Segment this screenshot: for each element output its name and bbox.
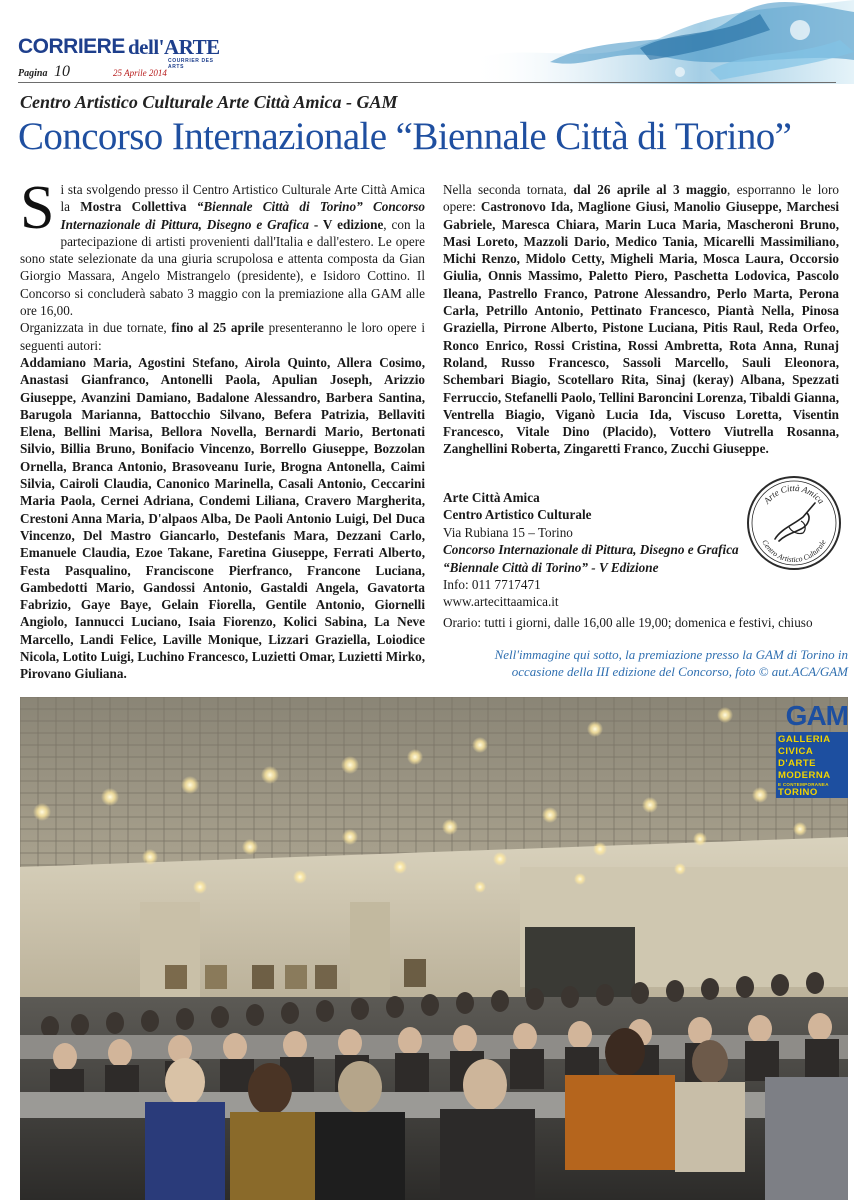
article-column-left <box>20 174 425 683</box>
gam-museum-logo <box>748 700 848 798</box>
round2-text-1: Nella seconda tornata, <box>443 182 574 197</box>
intro-bold-italic: “Biennale Città di Torino” Concorso Internazionale di Pittura, Disegno e Grafica <box>60 199 425 232</box>
gam-line-6: TORINO <box>778 787 818 798</box>
article-kicker: Centro Artistico Culturale Arte Città Amica - GAM <box>20 92 398 112</box>
issue-date: 25 Aprile 2014 <box>113 68 167 78</box>
contact-org: Centro Artistico Culturale <box>443 507 592 523</box>
arte-citta-amica-seal-logo <box>745 473 843 573</box>
contact-event-title: “Biennale Città di Torino” <box>443 559 588 575</box>
intro-text-1: i sta svolgendo presso il Centro Artistico Culturale Arte Città Amica la <box>60 182 425 215</box>
authors-round2-list: Castronovo Ida, Maglione Giusi, Manolio Giuseppe, Marchesi Gabriele, Maresca Chiara, Marin Luca Maria, Mascheroni Bruno, Masi Loreto, Mazzoli Dario, Medico Tania, Micarelli Massimiliano, Michi Renzo, Midolo Cetty, Migheli Maria, Mosca Laura, Occorsio Giulia, Onnis Massimo, Paletto Piero, Paschetta Lodovica, Pascolo Ileana, Pastrello Franco, Patrone Alessandro, Perlo Marta, Perona Carla, Petrillo Antonio, Pettinato Francesco, Piantà Nella, Pinosa Graziella, Pirrone Alberto, Pistone Luciana, Pitis Raul, Reda Orfeo, Ronco Enrico, Rossi Cristina, Rossi Ambretta, Rota Anna, Runaj Roland, Russo Francesco, Sassoli Marcello, Sauli Eleonora, Schembari Biagio, Scotellaro Rita, Sinaj (keray) Albana, Spezzati Ferruccio, Stefanelli Paolo, Tellini Baroncini Lorenza, Tibaldi Gianna, Ventrella Biagio, Viganò Lucia Ida, Viscuso Loretta, Visentin Francesco, Vitale Dino (Placido), Vottero Viutrella Rosanna, Zanghellini Roberta, Zingaretti Franco, Zucchi Giuseppe. <box>443 199 840 457</box>
logo-second-word: dell'ARTE <box>128 35 220 59</box>
contact-event: Concorso Internazionale di Pittura, Disegno e Grafica <box>443 542 739 558</box>
intro-bold-2: - V edizione <box>308 216 384 232</box>
drop-cap: S <box>20 174 55 242</box>
masthead <box>0 0 854 90</box>
round1-text-2: presenteranno le loro opere i seguenti autori: <box>20 320 425 353</box>
round1-paragraph <box>20 319 425 354</box>
contact-hours: Orario: tutti i giorni, dalle 16,00 alle 19,00; domenica e festivi, chiuso <box>443 614 813 630</box>
page-number: 10 <box>54 63 70 80</box>
round2-paragraph <box>443 181 839 458</box>
round1-dates: fino al 25 aprile <box>171 320 264 336</box>
gam-line-4: MODERNA <box>778 770 831 781</box>
round1-text-1: Organizzata in due tornate, <box>20 320 172 336</box>
contact-phone: Info: 011 7717471 <box>443 577 541 593</box>
authors-round1-list: Addamiano Maria, Agostini Stefano, Airola Quinto, Allera Cosimo, Anastasi Gianfranco, Antonelli Paola, Apulian Joseph, Arizzio Giuseppe, Avanzini Damiano, Badalone Alessandro, Barbera Santina, Barugola Marianna, Battocchio Silvano, Befera Patrizia, Bellaviti Elena, Bellini Marisa, Bellora Novella, Bernardi Mario, Bertonati Silvio, Billia Bruno, Bonifacio Vincenzo, Borrello Giuseppe, Bozzolan Ornella, Branca Antonio, Brasoveanu Iurie, Brogna Antonella, Caimi Silvia, Cairoli Claudia, Canonico Marinella, Casali Antonio, Ceccarini Maria Paola, Cernei Adriana, Condemi Liliana, Cravero Margherita, Crestoni Anna Maria, D'alpaos Alba, De Paoli Antonio Luigi, Del Duca Vincenzo, Del Mastro Giancarlo, Destefanis Mara, Dezzani Carlo, Emanuele Claudia, Ezoe Takane, Faretina Giuseppe, Ferrati Alberto, Festa Pasqualino, Franciscone Pierfranco, Francone Luciana, Gambedotti Mario, Gandossi Antonio, Gastaldi Angela, Gavatorta Fabrizio, Gaye Baye, Gelain Fiorella, Gentile Antonio, Giornelli Angiolo, Iannucci Luciano, Isaia Fiorenzo, Kolici Sabina, La Neve Marcello, Landi Felice, Laville Monique, Lizzari Graziella, Loiodice Nicola, Lotito Luigi, Luchino Francesco, Luzietti Omar, Luzietti Mirko, Pirovano Giuliana. <box>20 354 425 682</box>
contact-event-edition: - V Edizione <box>587 559 659 575</box>
award-ceremony-photo <box>20 697 848 1200</box>
gam-line-2: CIVICA <box>778 746 814 757</box>
gam-title: GAM <box>785 700 848 731</box>
masthead-divider <box>18 82 836 83</box>
contact-address: Via Rubiana 15 – Torino <box>443 524 573 540</box>
logo-main-word: CORRIERE <box>18 35 125 58</box>
round2-dates: dal 26 aprile al 3 maggio <box>573 182 728 197</box>
page-label: Pagina <box>18 68 48 79</box>
article-column-right <box>443 181 839 458</box>
article-headline: Concorso Internazionale “Biennale Città di Torino” <box>18 115 792 158</box>
logo-tagline: COURRIER DES ARTS <box>168 58 214 70</box>
intro-bold-1: Mostra Collettiva <box>80 199 197 215</box>
intro-paragraph <box>20 174 425 319</box>
gam-line-3: D'ARTE <box>778 758 816 769</box>
newspaper-logo <box>18 34 218 68</box>
seal-text-top: Arte Città Amica <box>761 482 827 506</box>
seal-text-bottom: Centro Artistico Culturale <box>760 538 828 565</box>
contact-website[interactable]: www.artecittaamica.it <box>443 594 559 610</box>
intro-text-2: , con la partecipazione di artisti provenienti dall'Italia e dall'estero. Le opere sono state selezionate da una giuria scrupolosa e attenta composta da Gian Giorgio Massara, Angelo Mistrangelo (presidente), e Isidoro Cottino. Il Concorso si concluderà sabato 3 maggio con la premiazione alla GAM alle ore 16,00. <box>20 216 425 319</box>
contact-name: Arte Città Amica <box>443 490 540 505</box>
gam-line-5: E CONTEMPORANEA <box>778 782 829 787</box>
paint-splash-decoration <box>470 0 854 84</box>
photo-caption: Nell'immagine qui sotto, la premiazione presso la GAM di Torino in occasione della III edizione del Concorso, foto © aut.ACA/GAM <box>494 647 848 679</box>
round2-text-2: , esporranno le loro opere: <box>443 182 839 215</box>
gam-line-1: GALLERIA <box>778 734 831 745</box>
